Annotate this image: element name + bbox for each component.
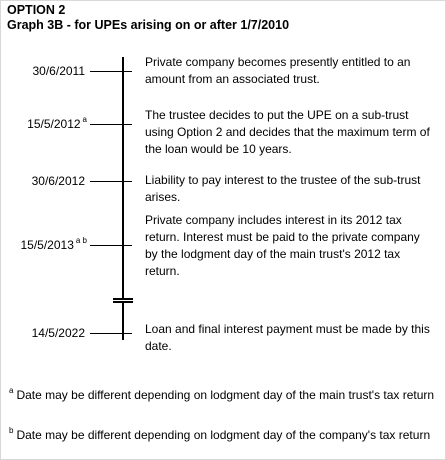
footnote: $^a$ Date may be different depending on lodgment day of the main trust's tax return [9, 386, 435, 402]
footnote-marker: a [82, 115, 87, 124]
timeline-tick [90, 333, 132, 334]
footnote-marker: a b [75, 236, 87, 245]
timeline-tick [90, 124, 132, 125]
axis-break-line-top [113, 298, 133, 300]
footnote: $^b$ Date may be different depending on lodgment day of the company's tax return [9, 426, 431, 442]
footnote-marker: b [9, 426, 14, 435]
event-description: Liability to pay interest to the trustee of the sub-trust arises. [145, 173, 421, 204]
event-date: 30/6/2011 [32, 64, 85, 78]
page-title: OPTION 2 [7, 3, 66, 17]
footnote-marker: a [9, 386, 14, 395]
event-description: Private company includes interest in its 2012 tax return. Interest must be paid to the private company by the lodgment day of the main trust's 2012 tax return. [145, 213, 420, 278]
event-description: Private company becomes presently entitled to an amount from an associated trust. [145, 55, 411, 86]
event-date: 30/6/2012 [31, 174, 85, 188]
event-description: The trustee decides to put the UPE on a sub-trust using Option 2 and decides that the maximum term of the loan would be 10 years. [145, 108, 430, 156]
timeline-tick [90, 245, 132, 246]
event-date: 15/5/2012 $^a$ [27, 115, 87, 131]
timeline-axis-upper [122, 57, 124, 298]
graph-subtitle: Graph 3B - for UPEs arising on or after 1/7/2010 [7, 18, 290, 32]
event-description: Loan and final interest payment must be made by this date. [145, 322, 430, 353]
timeline-tick [90, 71, 132, 72]
timeline-axis-lower [122, 302, 124, 340]
timeline-tick [90, 181, 132, 182]
event-date: 15/5/2013 $^{a b}$ [20, 236, 87, 252]
event-date: 14/5/2022 [31, 326, 85, 340]
